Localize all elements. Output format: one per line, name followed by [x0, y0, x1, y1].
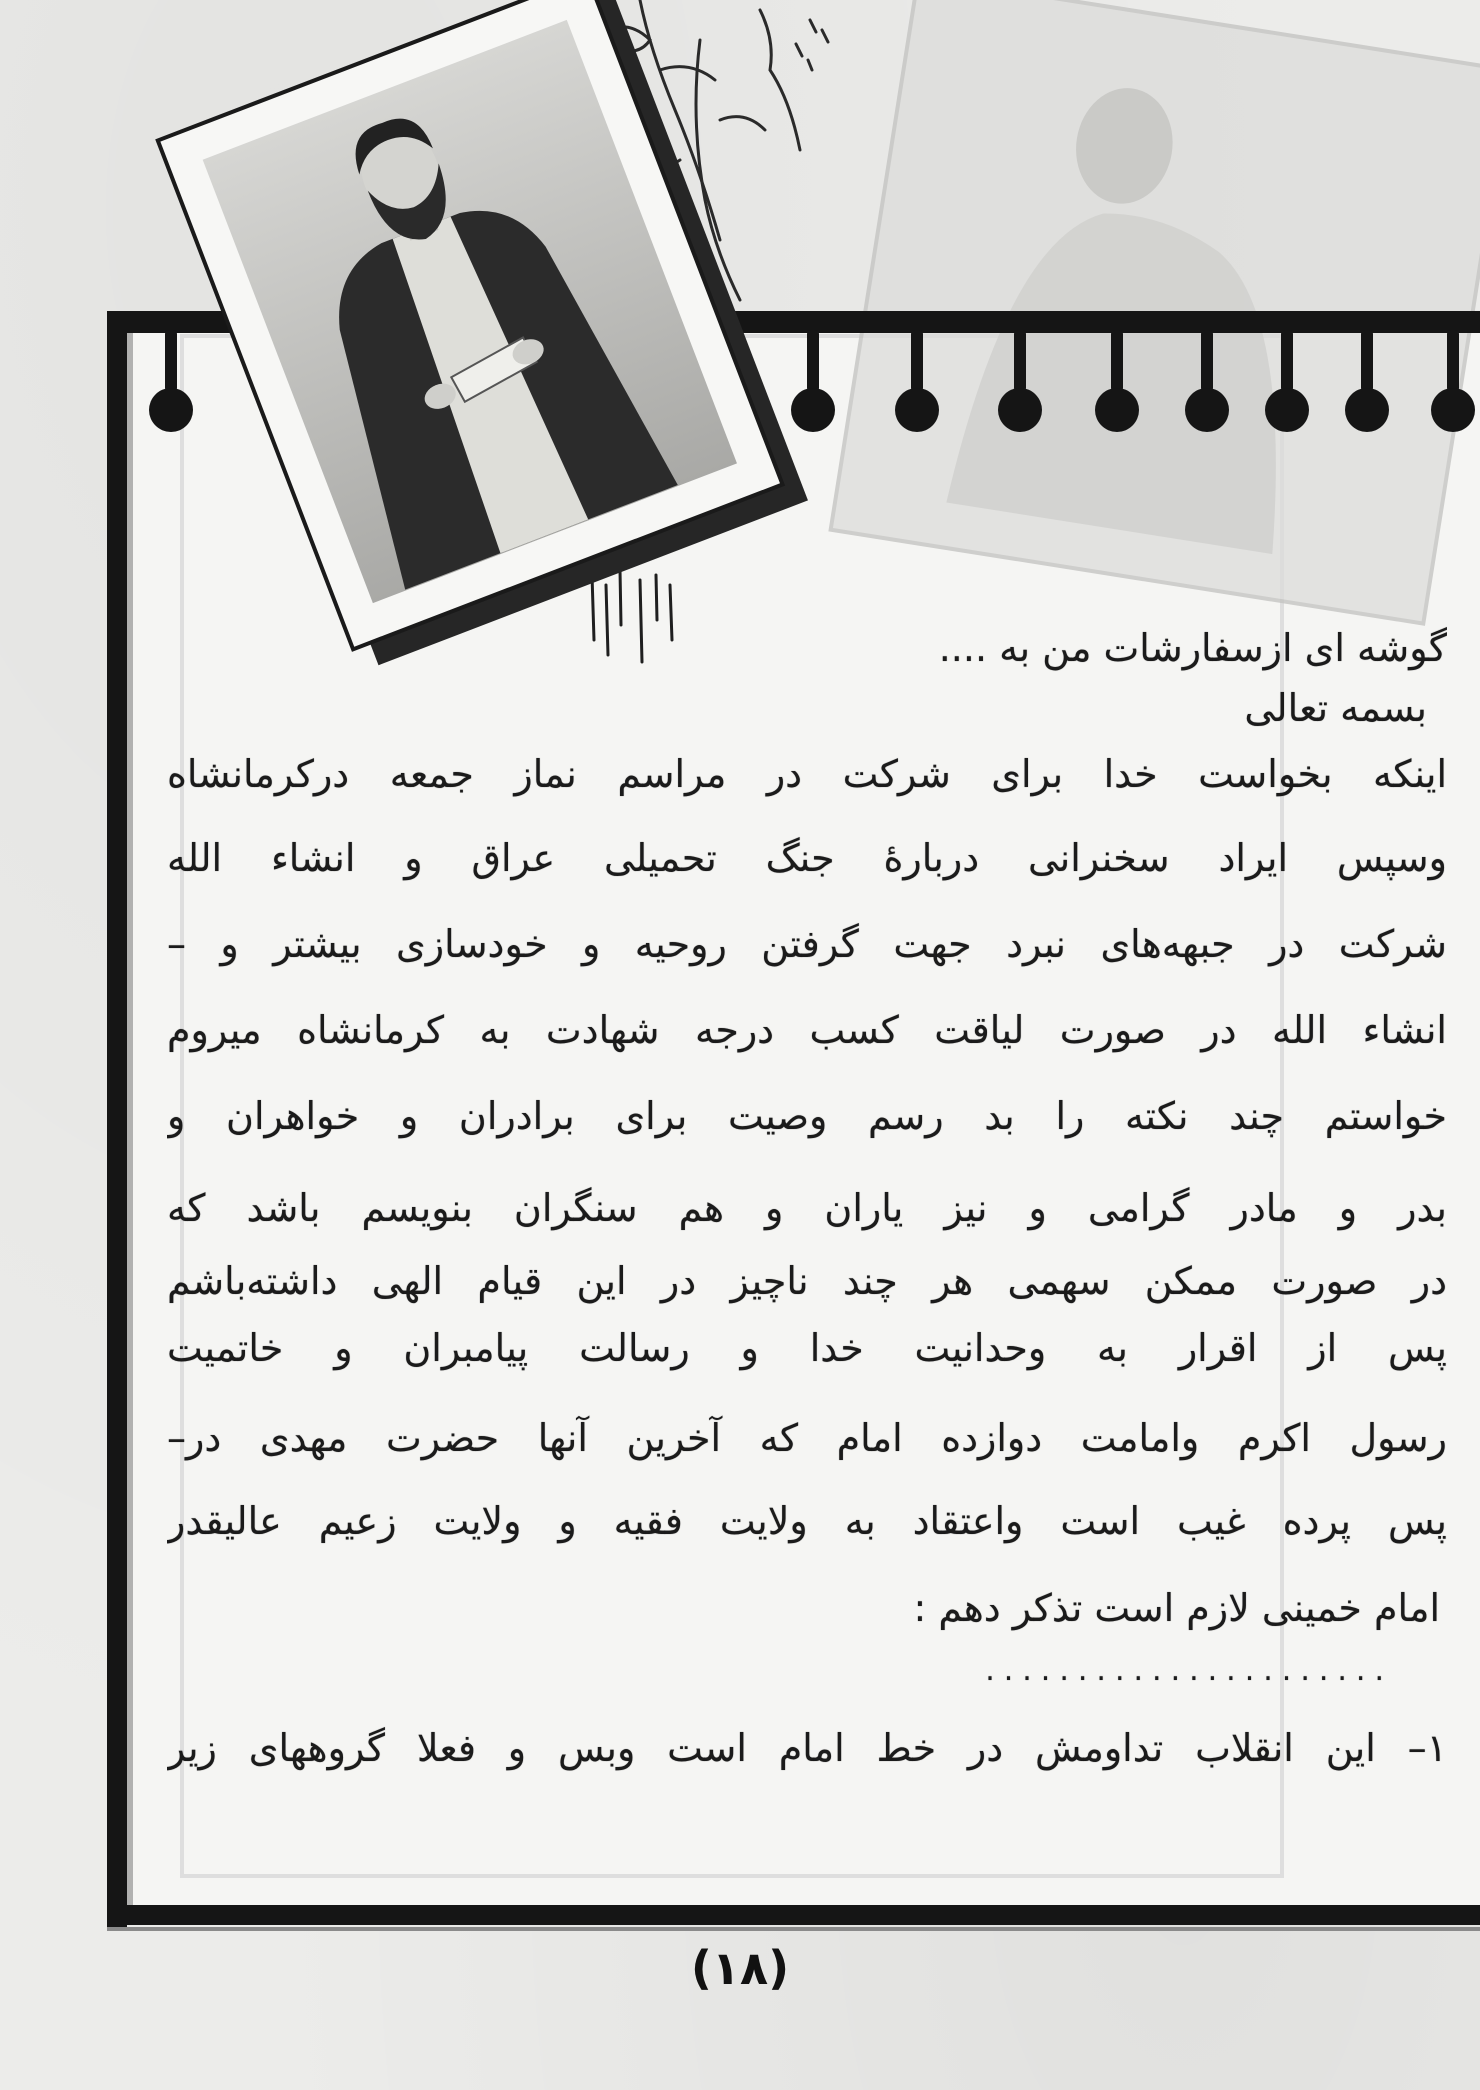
body-line: رسول اکرم وامامت دوازده امام که آخرین آنها حضرت مهدی در– [167, 1416, 1447, 1460]
frame-bottom-shadow [107, 1927, 1480, 1931]
page-number: (۱۸) [690, 1941, 790, 1995]
frame-bottom-border [107, 1905, 1480, 1925]
body-line: پس پرده غیب است واعتقاد به ولایت فقیه و ولایت زعیم عالیقدر [167, 1499, 1447, 1543]
dotted-separator: ...................... [985, 1653, 1393, 1688]
frame-left-shadow [127, 333, 133, 1908]
body-line: در صورت ممکن سهمی هر چند ناچیز در این قیام الهی داشته‌باشم [167, 1259, 1447, 1303]
numbered-item-line: ۱– این انقلاب تداومش در خط امام است وبس و فعلا گروههای زیر [167, 1726, 1447, 1770]
closing-line: امام خمینی لازم است تذکر دهم : [913, 1586, 1440, 1630]
body-line: شرکت در جبهه‌های نبرد جهت گرفتن روحیه و خودسازی بیشتر و – [167, 922, 1447, 966]
frame-left-border [107, 311, 127, 1927]
body-line: وسپس ایراد سخنرانی دربارهٔ جنگ تحمیلی عراق و انشاء الله [167, 836, 1447, 880]
body-line: انشاء الله در صورت لیاقت کسب درجه شهادت به کرمانشاه میروم [167, 1008, 1447, 1052]
document-heading: گوشه ای ازسفارشات من به .... [938, 626, 1447, 670]
body-line: بدر و مادر گرامی و نیز یاران و هم سنگران بنویسم باشد که [167, 1186, 1447, 1230]
salutation: بسمه تعالی [1244, 686, 1427, 730]
body-line: اینکه بخواست خدا برای شرکت در مراسم نماز جمعه درکرمانشاه [167, 752, 1447, 796]
body-line: پس از اقرار به وحدانیت خدا و رسالت پیامبران و خاتمیت [167, 1326, 1447, 1370]
body-line: خواستم چند نکته را بد رسم وصیت برای برادران و خواهران و [167, 1094, 1447, 1138]
